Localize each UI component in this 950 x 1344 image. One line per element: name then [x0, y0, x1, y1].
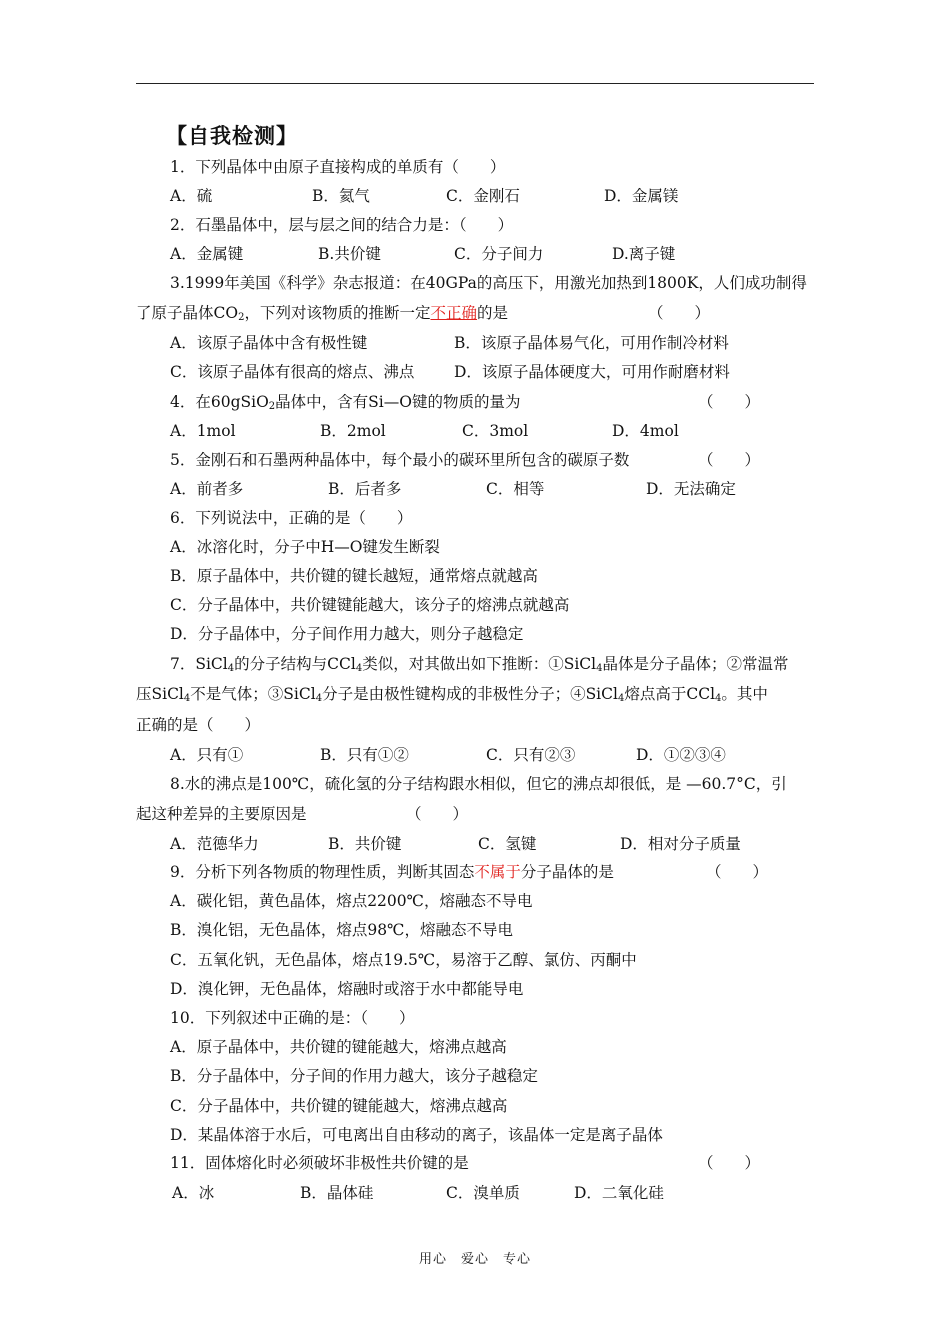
q3-emphasis: 不正确 [430, 304, 477, 322]
q6-option-d: D．分子晶体中，分子间作用力越大，则分子越稳定 [170, 625, 524, 643]
q7-text: 类似，对其做出如下推断：①SiCl [362, 655, 597, 673]
q3-option-c: C．该原子晶体有很高的熔点、沸点 [170, 363, 415, 381]
q2-option-b: B.共价键 [318, 245, 381, 263]
page-footer: 用心 爱心 专心 [418, 1252, 531, 1267]
q8-option-b: B．共价键 [328, 835, 402, 853]
q9-answer-paren: （ ） [706, 863, 769, 881]
q7-text: 压SiCl [136, 685, 184, 703]
q7-text: 晶体是分子晶体；②常温常 [602, 655, 789, 673]
q9-option-b: B．溴化铝，无色晶体，熔点98℃，熔融态不导电 [170, 921, 513, 939]
q9-option-a: A．碳化铝，黄色晶体，熔点2200℃，熔融态不导电 [170, 892, 533, 910]
q7-option-c: C．只有②③ [486, 746, 576, 764]
q7-subscript: 4 [617, 693, 625, 704]
q3-subscript: 2 [238, 312, 245, 323]
q4-option-b: B．2mol [320, 422, 386, 440]
q8-line-1: 8.水的沸点是100℃，硫化氢的分子结构跟水相似，但它的沸点却很低，是 —60.7°C，引 [170, 775, 787, 793]
q2-stem: 2．石墨晶体中，层与层之间的结合力是：（ ） [170, 216, 514, 234]
q2-option-a: A．金属键 [170, 245, 244, 263]
q1-option-b: B．氦气 [312, 187, 370, 205]
q7-text: 7．SiCl [170, 655, 228, 673]
q4-stem [170, 392, 520, 417]
q9-stem-post: 分子晶体的是 [520, 863, 614, 881]
q4-subscript: 2 [268, 401, 276, 412]
q7-text: 分子是由极性键构成的非极性分子；④SiCl [322, 685, 618, 703]
q3-option-a: A．该原子晶体中含有极性键 [170, 334, 368, 352]
q3-option-b: B．该原子晶体易气化，可用作制冷材料 [454, 334, 729, 352]
q8-option-a: A．范德华力 [170, 835, 259, 853]
q9-stem-pre: 9．分析下列各物质的物理性质，判断其固态 [170, 863, 475, 881]
q8-option-c: C．氢键 [478, 835, 537, 853]
q7-subscript: 4 [715, 693, 722, 704]
q10-option-a: A．原子晶体中，共价键的键能越大，熔沸点越高 [170, 1038, 507, 1056]
q3-line-2-mid: ，下列对该物质的推断一定 [244, 304, 431, 322]
q6-stem: 6．下列说法中，正确的是（ ） [170, 509, 413, 527]
q7-subscript: 4 [227, 663, 235, 674]
q2-option-d: D.离子键 [612, 245, 676, 263]
q5-option-b: B．后者多 [328, 480, 402, 498]
q7-line-3: 正确的是（ ） [136, 716, 261, 734]
q9-emphasis: 不属于 [474, 863, 521, 881]
q8-answer-paren: （ ） [406, 805, 469, 823]
q7-option-b: B．只有①② [320, 746, 409, 764]
q5-option-c: C．相等 [486, 480, 545, 498]
q7-subscript: 4 [183, 693, 191, 704]
q10-option-b: B．分子晶体中，分子间的作用力越大，该分子越稳定 [170, 1067, 538, 1085]
q4-answer-paren: （ ） [698, 393, 761, 411]
q8-option-d: D．相对分子质量 [620, 835, 741, 853]
q7-subscript: 4 [596, 663, 603, 674]
q6-option-c: C．分子晶体中，共价键键能越大，该分子的熔沸点就越高 [170, 596, 570, 614]
q7-subscript: 4 [315, 693, 323, 704]
q11-stem: 11．固体熔化时必须破坏非极性共价键的是 [170, 1154, 469, 1172]
q9-stem [170, 862, 614, 882]
q1-option-d: D．金属镁 [604, 187, 679, 205]
q7-text: 熔点高于CCl [624, 685, 716, 703]
q7-text: 的分子结构与CCl [234, 655, 356, 673]
q11-option-c: C．溴单质 [446, 1184, 520, 1202]
q1-option-a: A．硫 [170, 187, 213, 205]
q11-option-a: A．冰 [172, 1184, 215, 1202]
q10-option-c: C．分子晶体中，共价键的键能越大，熔沸点越高 [170, 1097, 508, 1115]
q9-option-d: D．溴化钾，无色晶体，熔融时或溶于水中都能导电 [170, 980, 524, 998]
q3-option-d: D．该原子晶体硬度大，可用作耐磨材料 [454, 363, 730, 381]
q4-stem-pre: 4．在60gSiO [170, 393, 269, 411]
q1-stem: 1．下列晶体中由原子直接构成的单质有（ ） [170, 158, 506, 176]
q4-option-c: C．3mol [462, 422, 529, 440]
q10-option-d: D．某晶体溶于水后，可电离出自由移动的离子，该晶体一定是离子晶体 [170, 1126, 663, 1144]
q4-stem-post: 晶体中，含有Si—O键的物质的量为 [275, 393, 521, 411]
q6-option-b: B．原子晶体中，共价键的键长越短，通常熔点就越高 [170, 567, 538, 585]
q7-option-d: D．①②③④ [636, 746, 726, 764]
section-title: 【自我检测】 [166, 124, 298, 148]
q5-answer-paren: （ ） [698, 451, 761, 469]
header-rule [136, 83, 814, 84]
q5-option-a: A．前者多 [170, 480, 244, 498]
q4-option-a: A．1mol [170, 422, 236, 440]
q7-text: 不是气体；③SiCl [190, 685, 316, 703]
q7-subscript: 4 [355, 663, 363, 674]
q3-line-2-post: 的是 [476, 304, 508, 322]
q7-option-a: A．只有① [170, 746, 244, 764]
q5-option-d: D．无法确定 [646, 480, 736, 498]
q10-stem: 10．下列叙述中正确的是：（ ） [170, 1009, 415, 1027]
q11-option-b: B．晶体硅 [300, 1184, 374, 1202]
q7-line-1 [170, 654, 789, 679]
q6-option-a: A．冰溶化时，分子中H—O键发生断裂 [170, 538, 440, 556]
q7-text: 。其中 [721, 685, 768, 703]
q5-stem: 5．金刚石和石墨两种晶体中，每个最小的碳环里所包含的碳原子数 [170, 451, 630, 469]
q3-answer-paren: （ ） [648, 304, 711, 322]
q2-option-c: C．分子间力 [454, 245, 544, 263]
q11-answer-paren: （ ） [698, 1154, 761, 1172]
q3-line-2 [136, 303, 508, 328]
q3-line-1: 3.1999年美国《科学》杂志报道：在40GPa的高压下，用激光加热到1800K，人们成功制得 [170, 274, 807, 292]
q8-line-2: 起这种差异的主要原因是 [136, 805, 307, 823]
q4-option-d: D．4mol [612, 422, 679, 440]
q11-option-d: D．二氧化硅 [574, 1184, 664, 1202]
q3-line-2-pre: 了原子晶体CO [136, 304, 239, 322]
q7-line-2 [136, 684, 768, 709]
q9-option-c: C．五氧化钒，无色晶体，熔点19.5℃，易溶于乙醇、氯仿、丙酮中 [170, 951, 637, 969]
q1-option-c: C．金刚石 [446, 187, 520, 205]
